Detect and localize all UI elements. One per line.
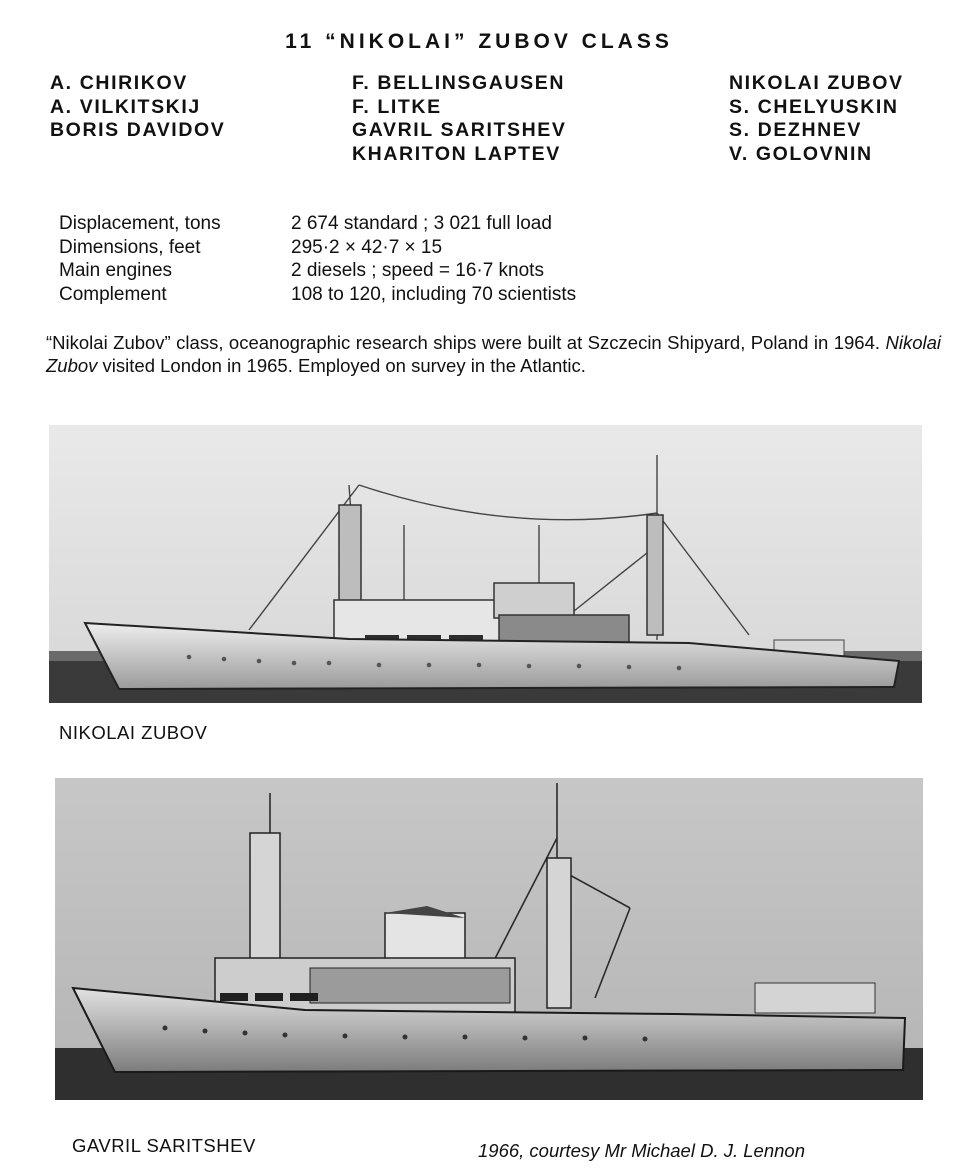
ship-name: BORIS DAVIDOV [50,119,226,141]
description-ship-name: Nikolai Zubov [46,332,941,376]
ship-names-column-1 [50,72,225,143]
ship-name: KHARITON LAPTEV [352,142,561,165]
spec-label: Complement [59,283,167,305]
photo-caption: GAVRIL SARITSHEV [72,1135,256,1156]
photo-caption: NIKOLAI ZUBOV [59,722,208,743]
spec-label: Dimensions, feet [59,236,201,258]
ship-photo-nikolai-zubov [49,425,922,703]
description-text: visited London in 1965. Employed on survey in the Atlantic. [97,355,586,376]
spec-row [59,283,576,307]
spec-value: 2 674 standard ; 3 021 full load [291,213,552,234]
ship-names-column-3 [729,72,904,166]
spec-row [59,259,576,283]
description-text: “Nikolai Zubov” class, oceanographic research ships were built at Szczecin Shipyard, Poland in 1964. [46,332,886,353]
ship-name: F. BELLINSGAUSEN [352,72,566,94]
page-title: 11 “NIKOLAI” ZUBOV CLASS [285,30,673,53]
ship-names-column-2 [352,72,567,166]
class-description [46,331,941,377]
ship-name: S. DEZHNEV [729,119,863,141]
spec-row [59,212,576,236]
ship-name: A. CHIRIKOV [50,72,188,94]
spec-label: Main engines [59,260,173,281]
spec-value: 295·2 × 42·7 × 15 [291,236,443,258]
ship-name: V. GOLOVNIN [729,142,873,165]
ship-photo-gavril-saritshev [55,778,923,1100]
ship-name: A. VILKITSKIJ [50,95,201,118]
ship-name: NIKOLAI ZUBOV [729,72,904,94]
spec-value: 2 diesels ; speed = 16·7 knots [291,260,544,281]
spec-value: 108 to 120, including 70 scientists [291,283,577,305]
spec-row [59,236,576,260]
ship-name: GAVRIL SARITSHEV [352,119,567,141]
spec-label: Displacement, tons [59,213,221,234]
photo-credit: 1966, courtesy Mr Michael D. J. Lennon [478,1140,805,1161]
ship-name: S. CHELYUSKIN [729,95,899,118]
ship-name: F. LITKE [352,95,442,118]
specifications-table [59,212,576,306]
